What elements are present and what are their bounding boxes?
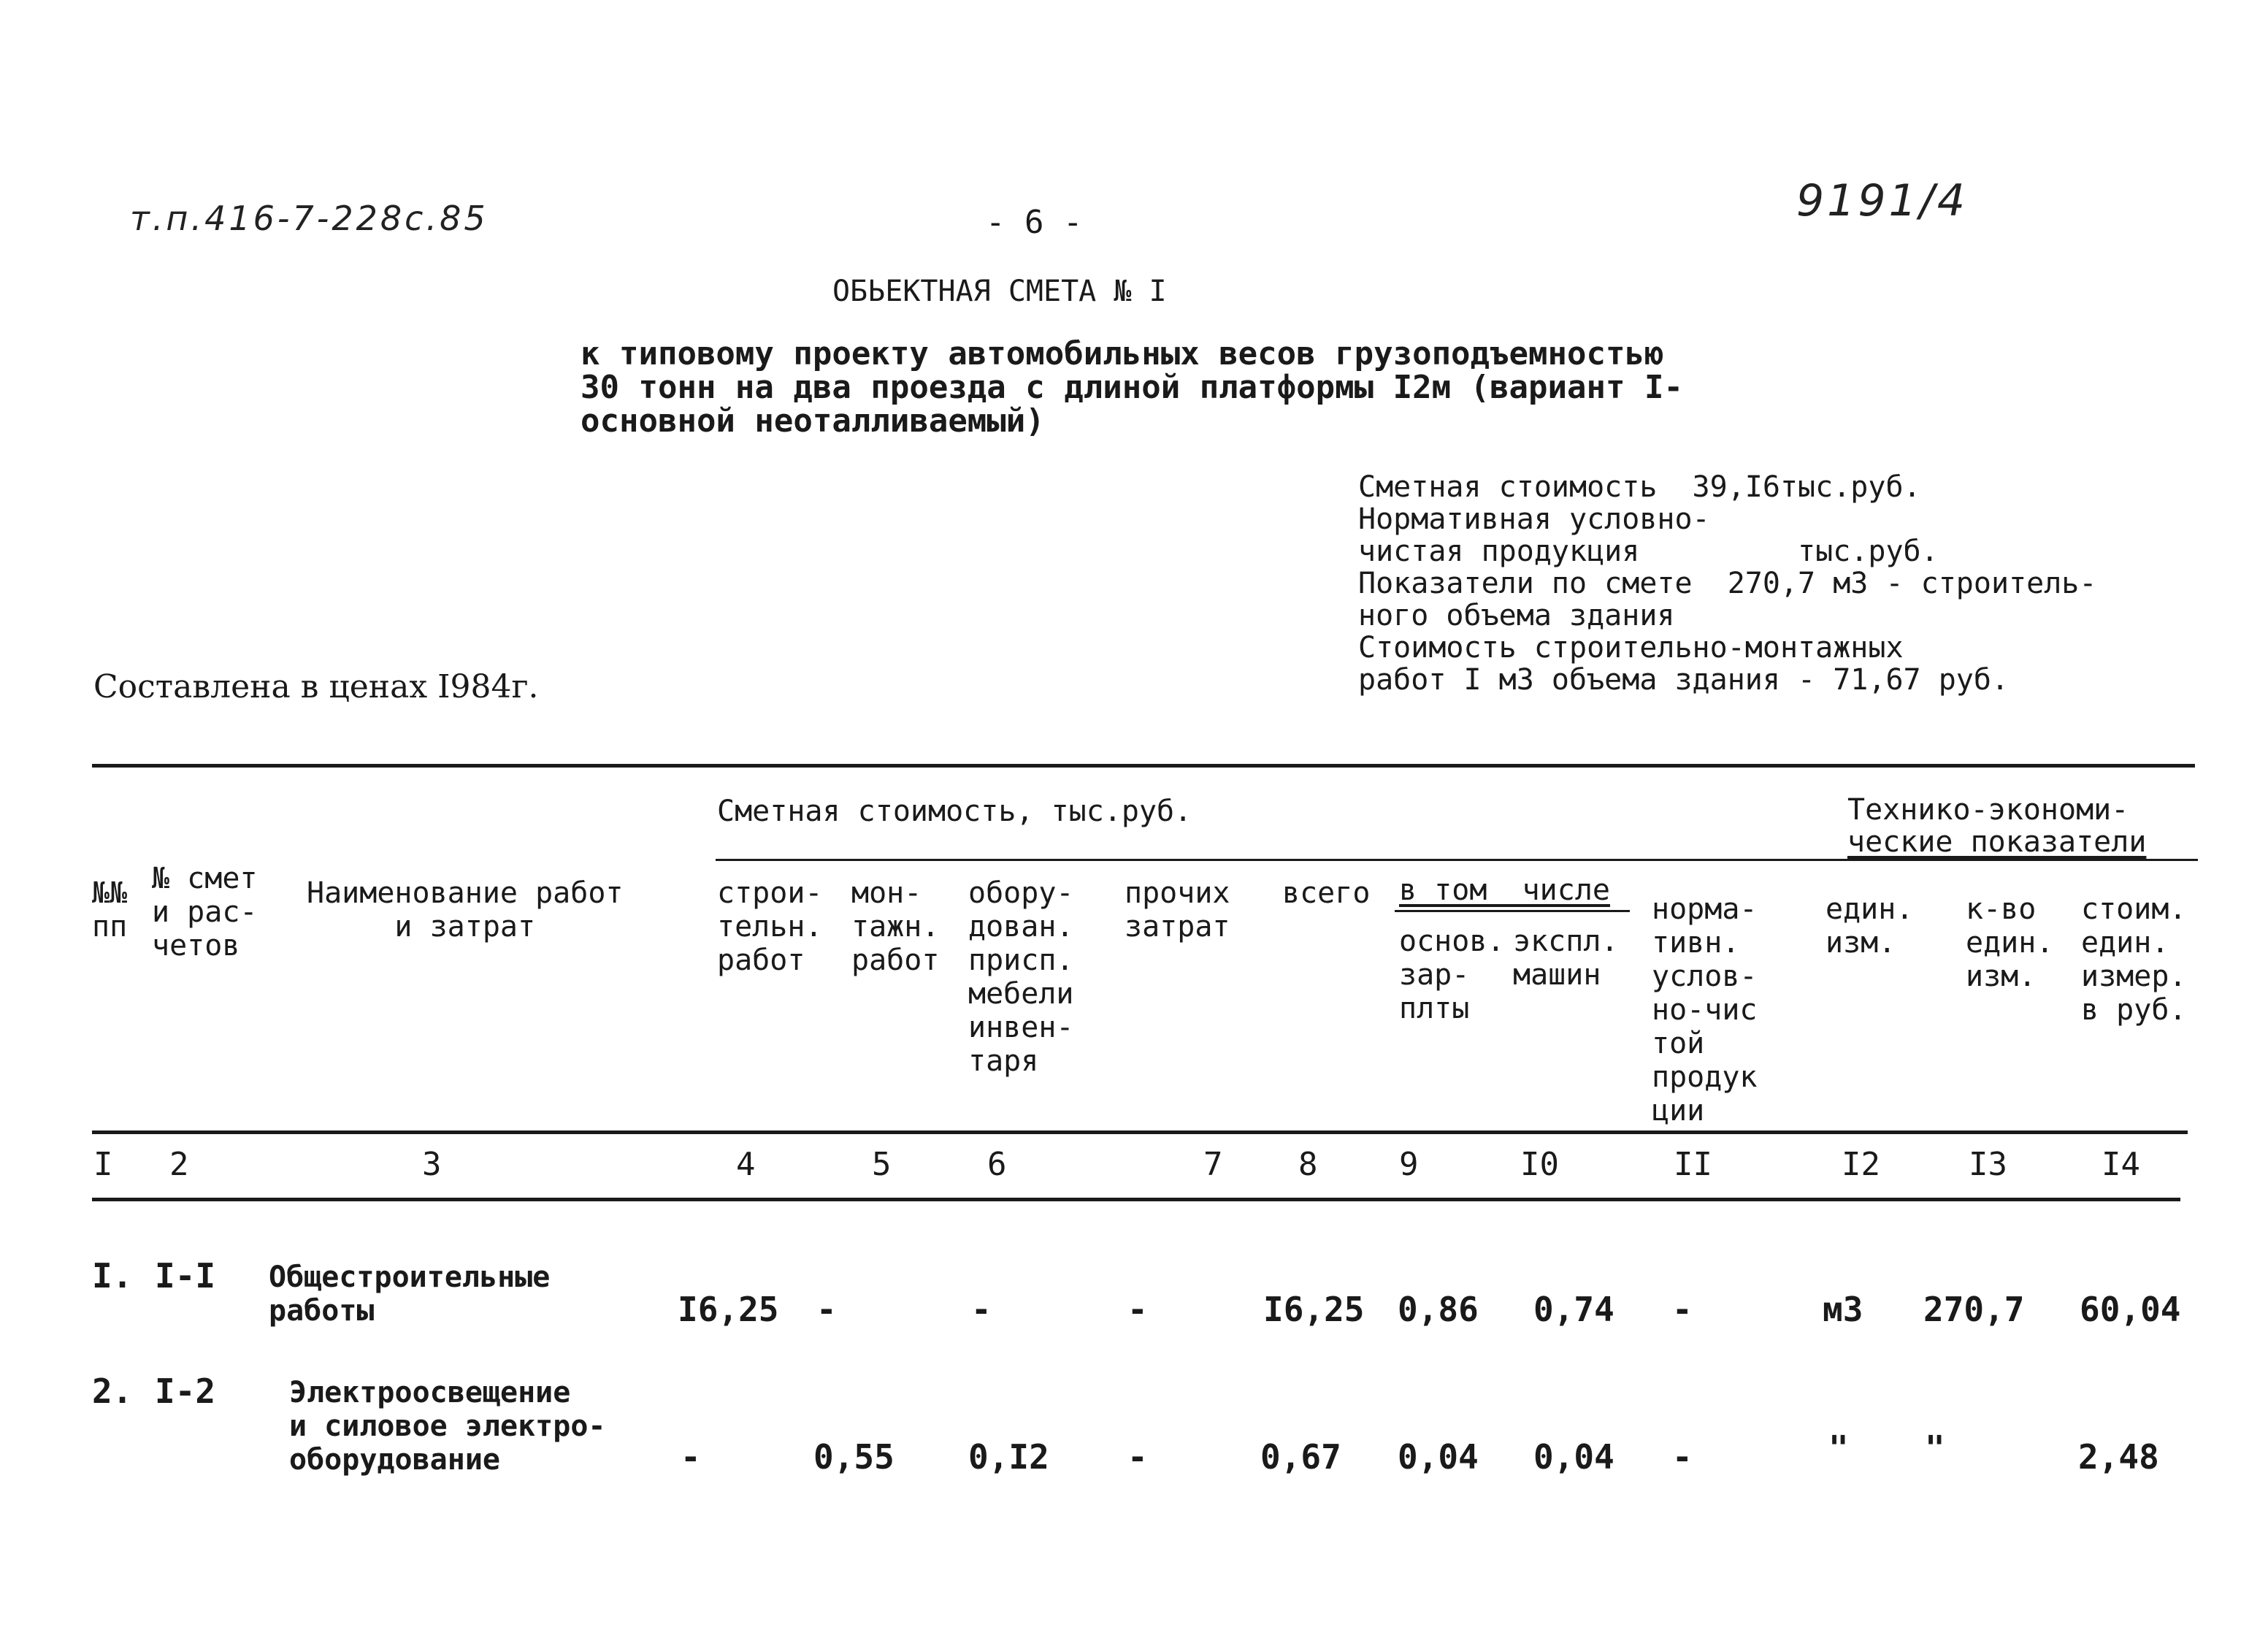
table-top-rule xyxy=(92,764,2195,768)
col-header-wages: основ. зар- плты xyxy=(1399,925,1505,1025)
handwritten-number: 9191/4 xyxy=(1796,175,1969,226)
row-machines: 0,04 xyxy=(1533,1437,1614,1477)
document-title: ОБЬЕКТНАЯ СМЕТА № I xyxy=(832,275,1167,308)
summary-line: Показатели по смете 270,7 м3 - строитель- xyxy=(1358,567,2097,600)
summary-line: чистая продукция тыс.руб. xyxy=(1358,535,1939,568)
tech-group-header: Технико-экономи- xyxy=(1847,793,2129,827)
col-number: 2 xyxy=(169,1146,189,1183)
row-unit-cost: 60,04 xyxy=(2080,1290,2181,1329)
including-rule xyxy=(1395,910,1630,912)
summary-line: работ I м3 объема здания - 71,67 руб. xyxy=(1358,663,2010,697)
page-number: - 6 - xyxy=(986,204,1083,241)
col-header-estimate: № смет и рас- четов xyxy=(152,862,258,963)
col-header-machines: экспл. машин xyxy=(1513,925,1619,992)
subtitle-line: 30 тонн на два проезда с длиной платформы I2м (вариант I- xyxy=(581,369,1683,406)
col-number: 7 xyxy=(1203,1146,1223,1183)
row-equipment: - xyxy=(971,1290,992,1329)
cost-group-rule xyxy=(716,859,2198,861)
col-header-construction: строи- тельн. работ xyxy=(717,876,823,977)
tech-group-header: ческие показатели xyxy=(1847,825,2147,859)
row-quantity: " xyxy=(1925,1428,1945,1468)
col-number: 9 xyxy=(1399,1146,1419,1183)
numbers-bottom-rule xyxy=(92,1198,2180,1201)
col-number: 8 xyxy=(1298,1146,1318,1183)
row-name: Электроосвещение и силовое электро- оборудование xyxy=(289,1376,606,1477)
row-total: I6,25 xyxy=(1263,1290,1365,1329)
col-header-name: Наименование работ и затрат xyxy=(307,876,624,944)
col-header-normative: норма- тивн. услов- но-чис той продук ции xyxy=(1652,892,1758,1128)
col-number: I xyxy=(93,1146,113,1183)
col-header-quantity: к-во един. изм. xyxy=(1966,892,2054,993)
summary-line: Стоимость строительно-монтажных xyxy=(1358,631,1904,665)
row-unit: " xyxy=(1828,1428,1849,1468)
col-number: II xyxy=(1674,1146,1712,1183)
col-number: 6 xyxy=(987,1146,1007,1183)
col-number: I2 xyxy=(1842,1146,1880,1183)
col-number: I0 xyxy=(1520,1146,1559,1183)
col-header-no: №№ пп xyxy=(92,876,128,944)
row-quantity: 270,7 xyxy=(1923,1290,2025,1329)
subtitle-line: основной неоталливаемый) xyxy=(581,402,1045,440)
row-total: 0,67 xyxy=(1260,1437,1341,1477)
row-wages: 0,04 xyxy=(1398,1437,1479,1477)
col-header-equipment: обору- дован. присп. мебели инвен- таря xyxy=(968,876,1074,1078)
header-bottom-rule xyxy=(92,1130,2188,1134)
prices-note: Составлена в ценах I984г. xyxy=(93,668,539,705)
row-normative: - xyxy=(1672,1437,1693,1477)
cost-group-header: Сметная стоимость, тыс.руб. xyxy=(717,795,1192,828)
row-installation: - xyxy=(816,1290,837,1329)
row-equipment: 0,I2 xyxy=(968,1437,1049,1477)
row-installation: 0,55 xyxy=(813,1437,894,1477)
row-construction: I6,25 xyxy=(678,1290,779,1329)
document-code: т.п.416-7-228с.85 xyxy=(130,199,489,238)
col-number: I3 xyxy=(1969,1146,2007,1183)
row-machines: 0,74 xyxy=(1533,1290,1614,1329)
col-header-other: прочих затрат xyxy=(1125,876,1230,944)
row-estimate: I-I xyxy=(155,1256,216,1296)
col-number: 5 xyxy=(872,1146,892,1183)
col-header-unit-cost: стоим. един. измер. в руб. xyxy=(2081,892,2187,1027)
col-header-installation: мон- тажн. работ xyxy=(851,876,940,977)
row-name: Общестроительные работы xyxy=(269,1260,551,1328)
subtitle-line: к типовому проекту автомобильных весов грузоподъемностью xyxy=(581,335,1664,372)
col-number: I4 xyxy=(2102,1146,2140,1183)
col-header-total: всего xyxy=(1282,876,1371,910)
row-wages: 0,86 xyxy=(1398,1290,1479,1329)
row-estimate: I-2 xyxy=(155,1371,216,1411)
col-number: 3 xyxy=(422,1146,442,1183)
row-construction: - xyxy=(681,1437,701,1477)
row-number: 2. xyxy=(92,1371,133,1411)
summary-line: Нормативная условно- xyxy=(1358,502,1710,536)
row-number: I. xyxy=(92,1256,133,1296)
row-unit-cost: 2,48 xyxy=(2078,1437,2159,1477)
row-normative: - xyxy=(1672,1290,1693,1329)
row-other: - xyxy=(1127,1290,1148,1329)
including-header: в том числе xyxy=(1399,873,1610,907)
summary-line: Сметная стоимость 39,I6тыс.руб. xyxy=(1358,470,1921,504)
row-unit: м3 xyxy=(1823,1290,1863,1329)
summary-line: ного объема здания xyxy=(1358,599,1675,632)
col-header-unit: един. изм. xyxy=(1825,892,1914,960)
row-other: - xyxy=(1127,1437,1148,1477)
col-number: 4 xyxy=(736,1146,756,1183)
